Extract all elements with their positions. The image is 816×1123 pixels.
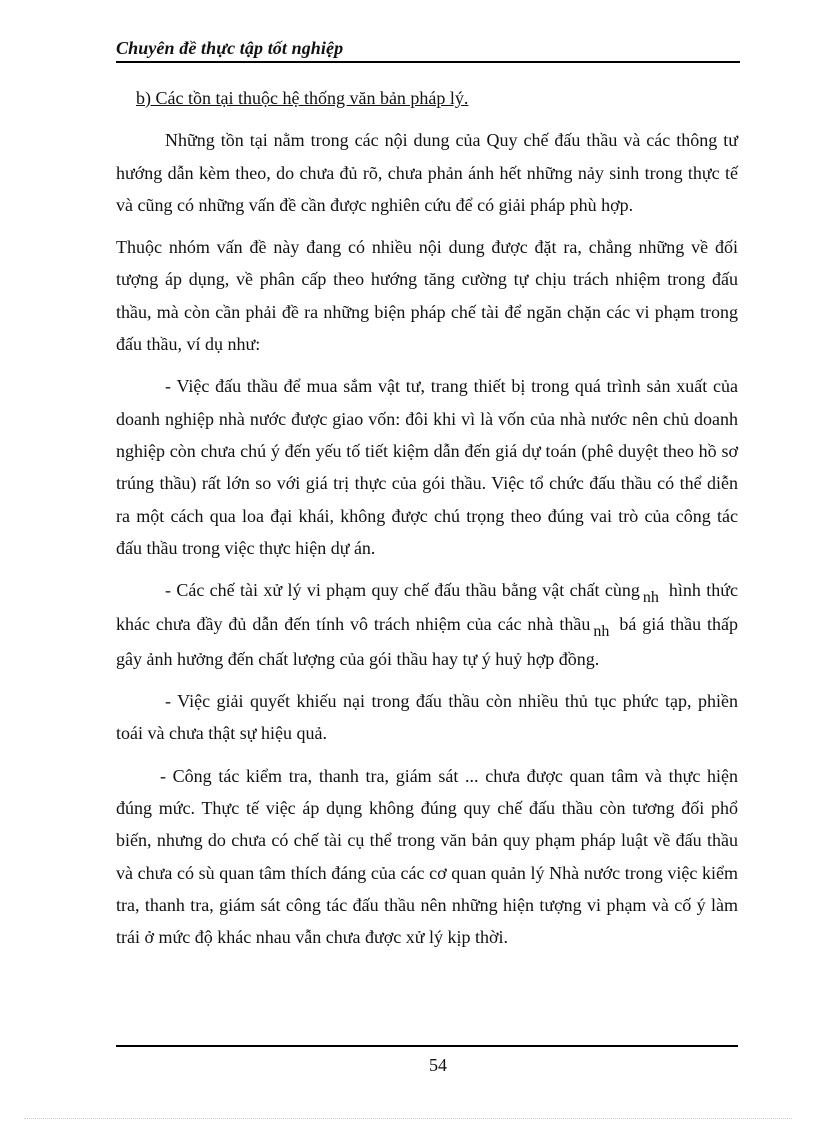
list-item-procurement: - Việc đấu thầu để mua sắm vật tư, trang thiết bị trong quá trình sản xuất của doanh nghiệp nhà nước được giao vốn: đôi khi vì là vốn của nhà nước nên chủ doanh nghiệp còn chưa chú ý đến yếu tố tiết kiệm dẫn đến giá dự toán (phê duyệt theo hồ sơ trúng thầu) rất lớn so với giá trị thực của gói thầu. Việc tổ chức đấu thầu có thể diễn ra một cách qua loa đại khái, không được chú trọng theo đúng vai trò của công tác đấu thầu trong việc thực hiện dự án. xyxy=(116,376,738,558)
section-heading-text: b) Các tồn tại thuộc hệ thống văn bản pháp lý. xyxy=(136,88,469,108)
list-item-inspection: - Công tác kiểm tra, thanh tra, giám sát ... chưa được quan tâm và thực hiện đúng mức. Thực tế việc áp dụng không đúng quy chế đấu thầu còn tương đối phổ biến, nhưng do chưa có chế tài cụ thể trong văn bản quy phạm pháp luật về đấu thầu và chưa có sù quan tâm thích đáng của các cơ quan quản lý Nhà nước trong việc kiểm tra, thanh tra, giám sát công tác đấu thầu nên những hiện tượng vi phạm và cố ý làm trái ở mức độ khác nhau vẫn chưa được xử lý kịp thời. xyxy=(116,765,738,948)
section-heading xyxy=(116,82,738,114)
list-item-sanctions xyxy=(116,574,738,675)
sanctions-fragment-2: nh xyxy=(593,623,610,641)
paragraph-intro: Những tồn tại nằm trong các nội dung của Quy chế đấu thầu và các thông tư hướng dẫn kèm theo, do chưa đủ rõ, chưa phản ánh hết những nảy sinh trong thực tế và cũng có những vấn đề cần được nghiên cứu để có giải pháp phù hợp. xyxy=(116,130,738,215)
document-body xyxy=(116,82,738,963)
page-bottom-dotted-border xyxy=(24,1118,792,1119)
sanctions-fragment-1: nh xyxy=(642,589,659,607)
paragraph-context: Thuộc nhóm vấn đề này đang có nhiều nội dung được đặt ra, chẳng những về đối tượng áp dụng, về phân cấp theo hướng tăng cường tự chịu trách nhiệm trong đấu thầu, mà còn cần phải đề ra những biện pháp chế tài để ngăn chặn các vi phạm trong đấu thầu, ví dụ như: xyxy=(116,237,738,355)
sanctions-text-part-3: bá giá thầu thấp gây ảnh hưởng đến chất lượng của gói thầu hay tự ý huỷ hợp đồng. xyxy=(116,614,738,669)
sanctions-text-part-1: - Các chế tài xử lý vi phạm quy chế đấu thầu bằng vật chất cùng xyxy=(165,580,640,601)
page-number: 54 xyxy=(429,1055,447,1075)
header-divider xyxy=(116,61,740,63)
list-item-complaints: - Việc giải quyết khiếu nại trong đấu thầu còn nhiều thủ tục phức tạp, phiền toái và chưa thật sự hiệu quả. xyxy=(116,691,738,744)
document-header-title: Chuyên đề thực tập tốt nghiệp xyxy=(116,38,344,58)
sanctions-text-part-2: hình thức khác chưa đầy đủ dẫn đến tính vô trách nhiệm của các nhà thầu xyxy=(116,580,738,635)
footer-divider xyxy=(116,1045,738,1047)
